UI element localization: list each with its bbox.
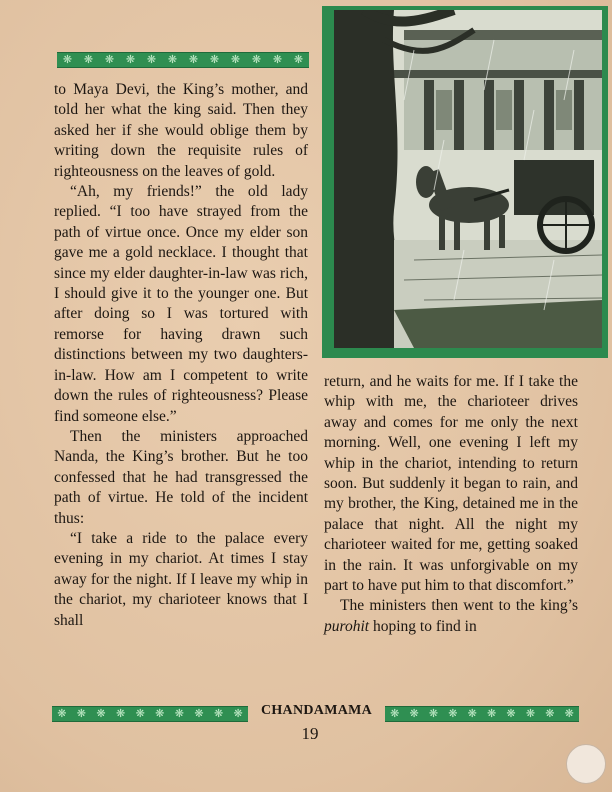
border-flower-icon: ❋ <box>230 53 241 66</box>
paragraph: “Ah, my friends!” the old lady replied. “I too have strayed from the path of virtue once. Once my elder son gave me a gold necklace. I thought that since my elder daughter-in-law was rich, I should give it to the younger one. But after doing so I was tortured with remorse for having drawn such distinctions between my two daughters-in-law. How am I competent to write down the rules of righteousness? Please find someone else.” <box>54 183 308 425</box>
border-flower-icon: ❋ <box>545 707 555 720</box>
border-flower-icon: ❋ <box>155 707 165 720</box>
right-text-column <box>324 372 578 637</box>
paragraph-text: The ministers then went to the king’s <box>340 597 578 615</box>
border-flower-icon: ❋ <box>233 707 243 720</box>
story-illustration <box>322 6 608 358</box>
paragraph: to Maya Devi, the King’s mother, and told her what the king said. Then they asked her if she would oblige them by writing down the requisite rules of righteousness on the leaves of gold. <box>54 81 308 180</box>
border-flower-icon: ❋ <box>188 53 199 66</box>
border-flower-icon: ❋ <box>125 53 136 66</box>
left-text-column <box>54 80 308 631</box>
paragraph: return, and he waits for me. If I take the whip with me, the charioteer drives away and comes for me only the next morning. Well, one evening I left my whip in the chariot, intending to return soon. But suddenly it began to rain, and my brother, the King, detained me in the palace that night. All the night my charioteer waited for me, getting soaked in the rain. It was unforgivable on my part to have put him to that discomfort.” <box>324 373 578 595</box>
border-flower-icon: ❋ <box>390 707 400 720</box>
border-flower-icon: ❋ <box>467 707 477 720</box>
border-flower-icon: ❋ <box>428 707 439 720</box>
italic-term: purohit <box>324 617 370 635</box>
border-flower-icon: ❋ <box>62 53 73 66</box>
border-flower-icon: ❋ <box>174 707 184 720</box>
border-flower-icon: ❋ <box>506 707 516 720</box>
border-flower-icon: ❋ <box>76 707 86 720</box>
border-flower-icon: ❋ <box>525 707 536 720</box>
border-flower-icon: ❋ <box>135 707 145 720</box>
border-flower-icon: ❋ <box>564 707 574 720</box>
border-flower-icon: ❋ <box>272 53 283 66</box>
paragraph: “I take a ride to the palace every evening in my chariot. At times I stay away for the night. If I leave my whip in the chariot, my charioteer knows that I shall <box>54 529 308 629</box>
border-flower-icon: ❋ <box>251 53 262 66</box>
border-flower-icon: ❋ <box>213 707 224 720</box>
border-flower-icon: ❋ <box>167 53 178 66</box>
border-flower-icon: ❋ <box>96 707 106 720</box>
page-number: 19 <box>301 724 319 743</box>
border-motif <box>385 707 579 721</box>
border-flower-icon: ❋ <box>209 53 220 66</box>
magazine-title: CHANDAMAMA <box>260 703 373 718</box>
border-motif <box>57 53 309 67</box>
border-flower-icon: ❋ <box>487 707 497 720</box>
paragraph <box>324 596 578 637</box>
paragraph-text: hoping to find in <box>369 617 477 635</box>
border-flower-icon: ❋ <box>83 53 94 66</box>
border-flower-icon: ❋ <box>104 53 115 66</box>
border-flower-icon: ❋ <box>448 707 458 720</box>
bottom-left-decorative-border <box>52 706 248 722</box>
bottom-right-decorative-border <box>385 706 579 722</box>
paragraph: Then the ministers approached Nanda, the King’s brother. But he too confessed that he had transgressed the path of virtue. He told of the incident thus: <box>54 427 308 527</box>
border-flower-icon: ❋ <box>194 707 204 720</box>
border-flower-icon: ❋ <box>293 53 304 66</box>
top-decorative-border <box>57 52 309 68</box>
border-flower-icon: ❋ <box>409 707 419 720</box>
illustration-chariot-in-rain <box>334 10 602 348</box>
border-flower-icon: ❋ <box>146 53 157 66</box>
library-stamp-icon <box>566 744 606 784</box>
border-flower-icon: ❋ <box>57 707 67 720</box>
border-motif <box>52 707 248 721</box>
border-flower-icon: ❋ <box>115 707 126 720</box>
